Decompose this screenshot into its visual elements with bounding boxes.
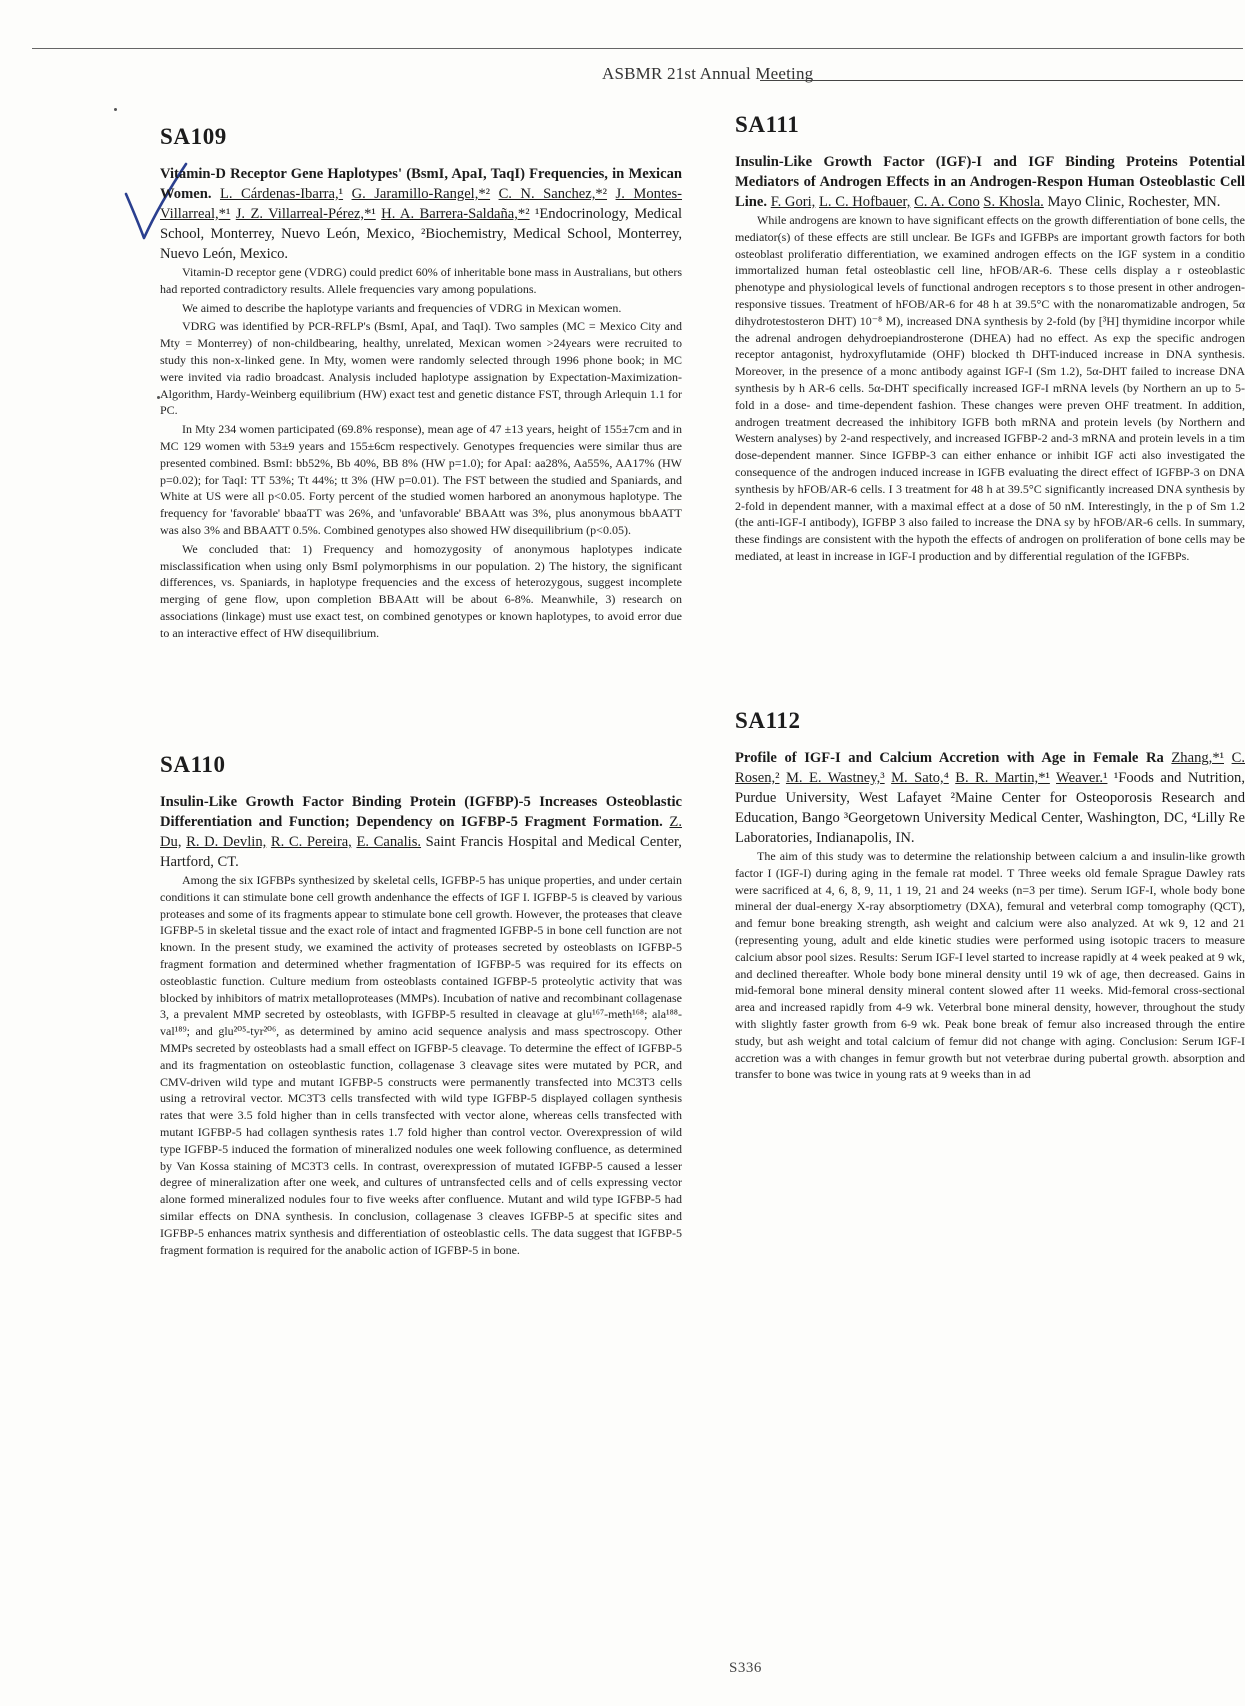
abstract-paragraph: Vitamin-D receptor gene (VDRG) could predict 60% of inheritable bone mass in Australians, but others had reported contradictory results. Allele frequencies vary among populations.	[160, 265, 682, 296]
abstract-sa110	[160, 752, 682, 1342]
abstract-title: Profile of IGF-I and Calcium Accretion with Age in Female Ra	[735, 750, 1164, 766]
abstract-heading	[160, 164, 682, 264]
author-name: H. A. Barrera-Saldaña,*²	[381, 206, 530, 222]
author-name: R. D. Devlin,	[186, 834, 267, 850]
abstract-body	[735, 848, 1245, 1083]
abstract-paragraph: In Mty 234 women participated (69.8% response), mean age of 47 ±13 years, height of 155±7cm and in MC 129 women with 53±9 years and 155±6cm respectively. Genotypes frequencies were similar thus are presented combined. BsmI: bb52%, Bb 40%, BB 8% (HW p=1.0); for ApaI: aa28%, Aa55%, AA17% (HW p=0.02); for TaqI: TT 53%; Tt 44%; tt 3% (HW p=0.01). The FST between the studied and Spaniards, and White at US were all p<0.05. Forty percent of the studied women harbored an anonymous haplotype. The frequency for 'favorable' bbaaTT was 26%, and 'unfavorable' BBAAtt was 3%, plus anonymous bbAATT was also 3% and BBAATT 0.5%. Combined genotypes also showed HW disequilibrium (p<0.05).	[160, 422, 682, 537]
author-name: C. N. Sanchez,*²	[498, 186, 608, 202]
journal-header: ASBMR 21st Annual Meeting	[602, 64, 814, 83]
abstract-id: SA110	[160, 752, 226, 777]
abstract-paragraph: The aim of this study was to determine the relationship between calcium a and insulin-like growth factor I (IGF-I) during aging in the female rat model. T Three weeks old female Sprague Dawley rats were sacrificed at 4, 6, 8, 9, 11, 1 19, 21 and 24 weeks (n=3 per time). Serum IGF-I, whole body bone mineral der dual-energy X-ray absorptiometry (DXA), femural and veterbral comp tomography (QCT), and femur bone breaking strength, ash weight and calcium were also analyzed. At wk 9, 12 and 21 (representing young, adult and elde kinetic studies were performed using isotopic tracers to measure calcium absor pool sizes. Results: Serum IGF-I level started to increase rapidly at 4 week peaked at 9 wk, and declined thereafter. Whole body bone mineral density until 19 wk of age, then decreased. Gains in mid-femoral bone mineral density mineral content slowed after 11 weeks. Mid-femoral cross-sectional area and increased rapidly from 4-9 wk. Veterbral bone mineral density, however, throughout the study with slightly faster growth from 6-9 wk. Peak bone break of femur also increased through the entire study, but ash weight and total calcium of femur did not change with aging. Conclusion: Serum IGF-I accretion was a with changes in femur growth but not veterbrae during pubertal growth. absorption and transfer to bone was twice in young rats at 9 weeks than in ad	[735, 849, 1245, 1082]
abstract-title: Vitamin-D Receptor Gene Haplotypes' (BsmI, ApaI, TaqI) Frequencies, in Mexican Women.	[160, 166, 682, 202]
abstract-affiliation: Mayo Clinic, Rochester, MN.	[1047, 194, 1221, 210]
author-name: J. Z. Villarreal-Pérez,*¹	[235, 206, 376, 222]
abstract-sa112	[735, 708, 1245, 1188]
author-name: M. Sato,⁴	[891, 770, 949, 786]
abstract-body	[160, 872, 682, 1258]
abstract-paragraph: Among the six IGFBPs synthesized by skeletal cells, IGFBP-5 has unique properties, and under certain conditions it can stimulate bone cell growth andenhance the effects of IGF I. IGFBP-5 is cleaved by various proteases and some of its fragments appear to stimulate bone cell growth. However, the proteases that cleave IGFBP-5 in skeletal tissue and the exact role of intact and fragmented IGFBP-5 in bone cell function are not known. In the present study, we examined the activity of proteases secreted by osteoblasts on IGFBP-5 fragment formation and determined whether fragmentation of IGFBP-5 was required for its effects on osteoblastic function. Culture medium from osteoblasts contained IGFBP-5 proteolytic activity that was blocked by inhibitors of matrix metalloproteases (MMPs). Incubation of native and recombinant collagenase 3, a prevalent MMP secreted by osteoblasts, with IGFBP-5 resulted in cleavage at glu¹⁶⁷-meth¹⁶⁸; ala¹⁸⁸-val¹⁸⁹; and glu²⁰⁵-tyr²⁰⁶, as determined by amino acid sequence analysis and mass spectroscopy. Other MMPs secreted by osteoblasts had a small effect on IGFBP-5 cleavage. To determine the effect of IGFBP-5 and its fragmentation on osteoblastic function, collagenase 3 cleavage sites were mutated by PCR, and CMV-driven wild type and mutant IGFBP-5 constructs were permanently transfected into MC3T3 cells using a retroviral vector. MC3T3 cells transfected with wild type IGFBP-5 displayed collagen synthesis rates that were 3.5 fold higher than in cells transfected with vector alone, whereas cells transfected with mutant IGFBP-5 had collagen synthesis rates 1.7 fold higher than control vector. Overexpression of wild type IGFBP-5 induced the formation of mineralized nodules one week following confluence, as determined by Van Kossa staining of MC3T3 cells. In contrast, overexpression of mutated IGFBP-5 caused a lesser degree of mineralization after one week, and cultures of untransfected cells and of cells expressing vector alone formed mineralized nodules four to five weeks after confluence. Mutant and wild type IGFBP-5 had similar effects on DNA synthesis. In conclusion, collagenase 3 cleaves IGFBP-5 at specific sites and IGFBP-5 enhances matrix synthesis and differentiation of osteoblastic cells. The data suggest that IGFBP-5 fragment formation is required for the anabolic action of IGFBP-5 in bone.	[160, 873, 683, 1257]
abstract-id: SA111	[735, 112, 800, 137]
abstract-paragraph: We concluded that: 1) Frequency and homozygosity of anonymous haplotypes indicate misclassification when using only BsmI polymorphisms in our population. 2) The history, the significant differences, vs. Spaniards, in haplotype frequencies and the excess of heterozygous, suggest incomplete merging of gene flow, upon completion BBAAtt will be about 6-8%. Meanwhile, 3) research on associations (linkage) must use exact test, on combined genotypes or known haplotypes, to avoid error due to an interactive effect of HW disequilibrium.	[160, 541, 682, 640]
author-name: R. C. Pereira,	[270, 834, 352, 850]
abstract-title: Insulin-Like Growth Factor Binding Protein (IGFBP)-5 Increases Osteoblastic Differentiation and Function; Dependency on IGFBP-5 Fragment Formation.	[160, 794, 682, 830]
author-name: E. Canalis.	[356, 834, 422, 850]
author-name: J. Montes-Villarreal,*¹	[160, 186, 683, 222]
author-name: Z. Du,	[160, 814, 682, 850]
abstract-paragraph: We aimed to describe the haplotype variants and frequencies of VDRG in Mexican women.	[182, 300, 622, 315]
author-name: S. Khosla.	[983, 194, 1044, 210]
top-rule	[32, 48, 1243, 49]
abstract-paragraph: VDRG was identified by PCR-RFLP's (BsmI, ApaI, and TaqI). Two samples (MC = Mexico City and Mty = Monterrey) of non-childbearing, healthy, unrelated, Mexican women >24years were recruited to study this non-x-linked gene. In Mty, women were randomly selected through 1996 phone book; in MC were invited via radio broadcast. Analysis included haplotype assignation by Expectation-Maximization-Algorithm, Hardy-Weinberg equilibrium (HW) exact test and genetic distance FST, through Arlequin 1.1 for PC.	[160, 319, 682, 418]
author-name: L. C. Hofbauer,	[819, 194, 911, 210]
author-name: M. E. Wastney,³	[785, 770, 885, 786]
author-name: C. A. Cono	[914, 194, 980, 210]
author-name: G. Jaramillo-Rangel,*²	[351, 186, 491, 202]
abstract-affiliation: ¹Foods and Nutrition, Purdue University, West Lafayet ²Maine Center for Osteoporosis Research and Education, Bango ³Georgetown University Medical Center, Washington, DC, ⁴Lilly Re Laboratories, Indianapolis, IN.	[735, 770, 1245, 846]
abstract-sa109	[160, 124, 682, 718]
author-name: Weaver.¹	[1056, 770, 1108, 786]
author-name: Zhang,*¹	[1171, 750, 1224, 766]
abstract-title: Insulin-Like Growth Factor (IGF)-I and IGF Binding Proteins Potential Mediators of Androgen Effects in an Androgen-Respon Human Osteoblastic Cell Line.	[735, 154, 1245, 210]
author-name: C. Rosen,²	[735, 750, 1245, 786]
abstract-sa111	[735, 112, 1245, 672]
scan-speck	[114, 108, 117, 111]
abstract-heading	[735, 748, 1245, 848]
abstract-affiliation: Saint Francis Hospital and Medical Center, Hartford, CT.	[160, 834, 682, 870]
author-name: F. Gori,	[770, 194, 816, 210]
abstract-body	[160, 264, 682, 642]
abstract-paragraph: While androgens are known to have significant effects on the growth differentiation of bone cells, the mediator(s) of these effects are still unclear. Be IGFs and IGFBPs are important growth factors for both osteoblast proliferatio differentiation, we examined androgen effects on the IGF system in a conditio immortalized human fetal osteoblastic cell line, hFOB/AR-6. These cells display a r osteoblastic phenotype and physiological levels of functional androgen receptors s to those present in other androgen-responsive tissues. Treatment of hFOB/AR-6 for 48 h at 39.5°C with the nonaromatizable androgen, 5α dihydrotestosteron DHT) 10⁻⁸ M), increased DNA synthesis by 2-fold (by [³H] thymidine incorpor while the adrenal androgen dehydroepiandrosterone (DHEA) had no effect. As exp the specific androgen receptor antagonist, hydroxyflutamide (OHF) blocked th DHT-induced increase in DNA synthesis. Moreover, in the presence of a monc antibody against IGF-I (Sm 1.2), 5α-DHT failed to increase DNA synthesis by h AR-6 cells. 5α-DHT specifically increased IGF-I mRNA levels (by Northern an up to 5-fold in a dose- and time-dependent fashion. These changes were preven OHF treatment. In addition, androgen treatment decreased the inhibitory IGFB both mRNA and protein levels (by Northern and Western analyses) by 2-and respectively, and increased IGFBP-2 and-3 mRNA and protein levels in a tim dose-dependent manner. Since IGFBP-3 can either enhance or inhibit IGF acti also investigated the consequence of the androgen induced increase in IGFB evaluating the direct effect of IGFBP-3 on DNA synthesis by hFOB/AR-6 cells. I 3 treatment for 48 h at 39.5°C significantly increased DNA synthesis by 2-fold in dependent manner, with a maximal effect at a dose of 50 nM. Interestingly, in the p of Sm 1.2 (the anti-IGF-I antibody), IGFBP 3 also failed to increase the DNA sy by hFOB/AR-6 cells. In summary, these findings are consistent with the hypoth the effects of androgen on proliferation of bone cells may be mediated, at least in increase in IGF-I production and by differential regulation of the IGFBPs.	[735, 213, 1245, 563]
abstract-id: SA109	[160, 124, 227, 149]
author-name: B. R. Martin,*¹	[955, 770, 1050, 786]
author-name: L. Cárdenas-Ibarra,¹	[219, 186, 344, 202]
abstract-body	[735, 212, 1245, 565]
page-number: S336	[729, 1660, 762, 1676]
abstract-affiliation: ¹Endocrinology, Medical School, Monterrey, Nuevo León, Mexico, ²Biochemistry, Medical School, Monterrey, Nuevo León, Mexico.	[160, 206, 683, 262]
abstract-heading	[735, 152, 1245, 212]
abstract-authors	[771, 194, 1048, 210]
header-rule	[760, 80, 1243, 81]
abstract-id: SA112	[735, 708, 801, 733]
abstract-heading	[160, 792, 682, 872]
